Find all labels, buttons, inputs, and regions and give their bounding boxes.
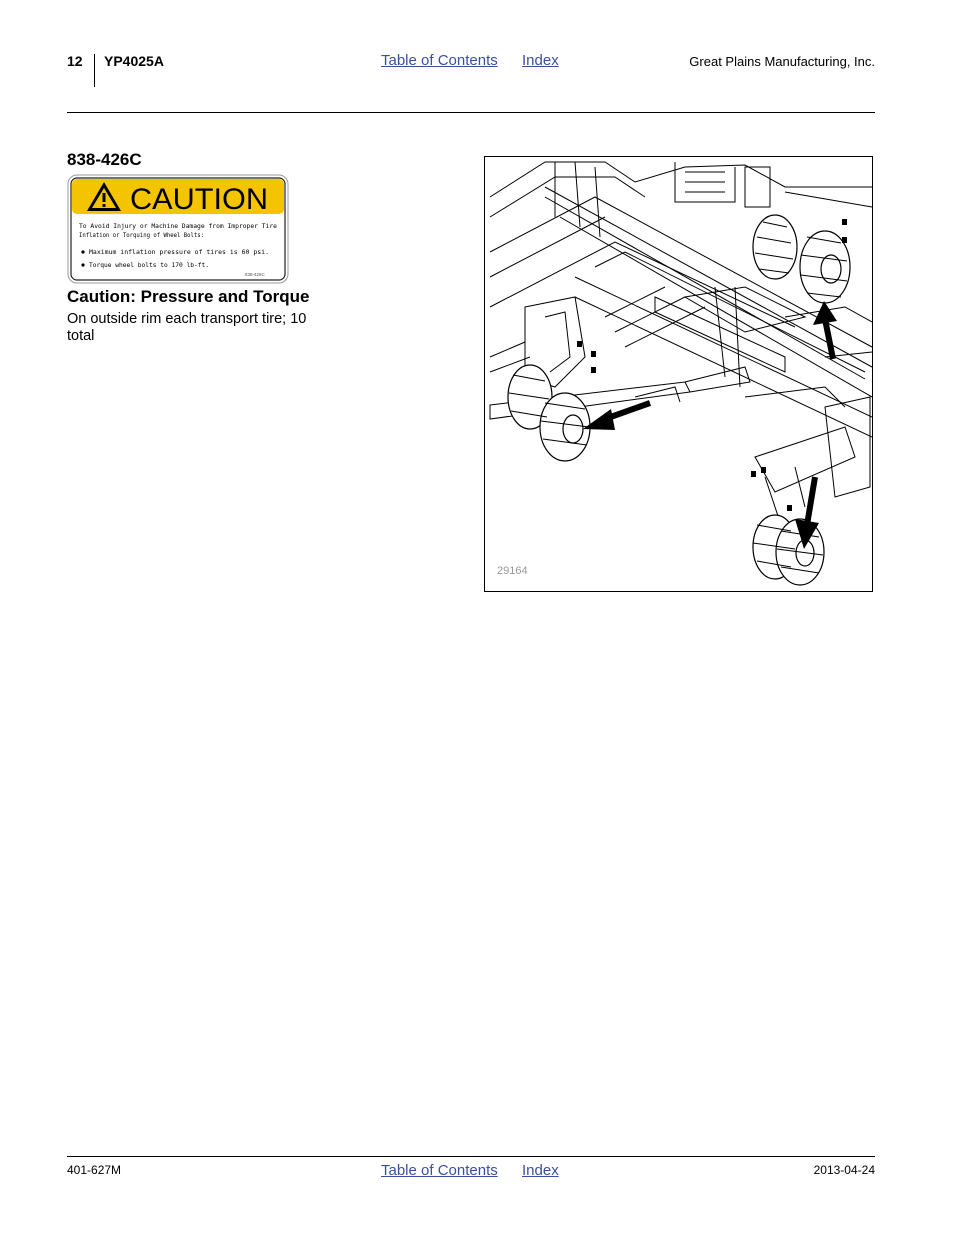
machine-illustration bbox=[484, 156, 873, 592]
footer-rule bbox=[67, 1156, 875, 1157]
caution-decal bbox=[67, 174, 289, 284]
callout-arrow-icon bbox=[583, 403, 650, 430]
decal-bullet-1: Maximum inflation pressure of tires is 60 psi. bbox=[89, 248, 269, 256]
decal-line-2: Inflation or Torquing of Wheel Bolts: bbox=[79, 231, 204, 239]
company-name: Great Plains Manufacturing, Inc. bbox=[689, 54, 875, 69]
toc-link-top[interactable]: Table of Contents bbox=[381, 52, 498, 69]
section-title: 838-426C bbox=[67, 150, 142, 169]
header-divider bbox=[94, 54, 95, 87]
footer-doc-number: 401-627M bbox=[67, 1163, 122, 1177]
decal-description: On outside rim each transport tire; 10 total bbox=[67, 311, 307, 344]
footer-date: 2013-04-24 bbox=[813, 1163, 875, 1177]
index-link-top[interactable]: Index bbox=[522, 52, 559, 69]
decal-signal-word: CAUTION bbox=[130, 183, 268, 216]
header-rule bbox=[67, 112, 875, 113]
decal-line-1: To Avoid Injury or Machine Damage from Improper Tire bbox=[79, 222, 278, 230]
doc-code: YP4025A bbox=[104, 53, 164, 69]
toc-link-bottom[interactable]: Table of Contents bbox=[381, 1162, 498, 1179]
decal-heading: Caution: Pressure and Torque bbox=[67, 287, 310, 306]
figure-number: 29164 bbox=[497, 565, 528, 577]
index-link-bottom[interactable]: Index bbox=[522, 1162, 559, 1179]
page-number: 12 bbox=[67, 53, 83, 69]
decal-bullet-2: Torque wheel bolts to 170 lb-ft. bbox=[89, 261, 209, 269]
decal-part-number: 838-426C bbox=[245, 272, 265, 277]
callout-arrow-icon bbox=[813, 301, 837, 359]
machine-drawing bbox=[485, 157, 872, 591]
